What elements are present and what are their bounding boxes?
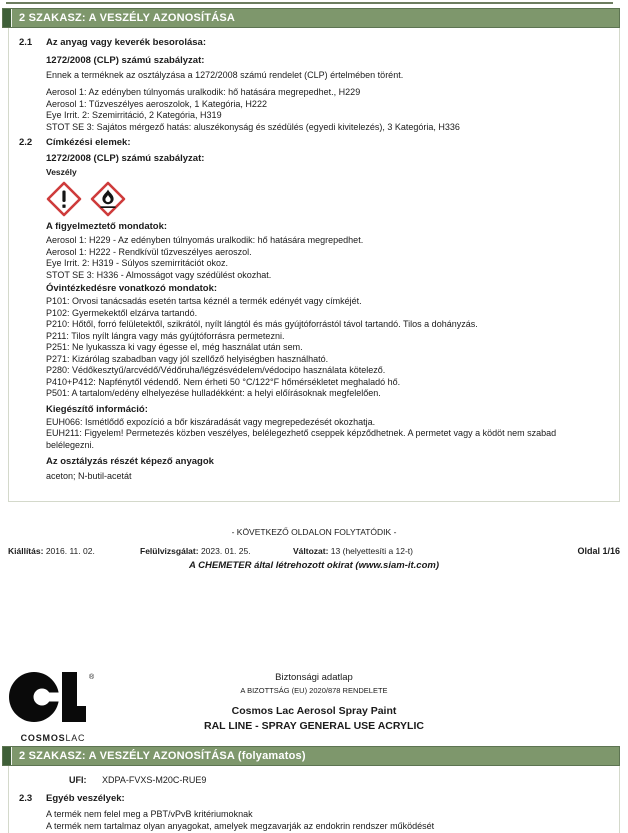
classified-substances-heading: Az osztályzás részét képező anyagok xyxy=(46,456,214,467)
version-value: 13 (helyettesíti a 12-t) xyxy=(330,546,414,556)
version-label: Változat: xyxy=(293,546,329,556)
h-statement: Aerosol 1: H222 - Rendkívül tűzveszélyes aeroszol. xyxy=(46,246,252,257)
clp-regulation-heading-2: 1272/2008 (CLP) számú szabályzat: xyxy=(46,153,205,164)
page-number: Oldal 1/16 xyxy=(577,546,620,556)
section-2-continued-title: 2 SZAKASZ: A VESZÉLY AZONOSÍTÁSA (folyamatos) xyxy=(19,750,306,762)
issue-date-value: 2016. 11. 02. xyxy=(45,546,95,556)
euh-statement: EUH211: Figyelem! Permetezés közben veszélyes, belélegezhető cseppek képződhetnek. A permetet vagy a ködöt nem szabad belélegezni. xyxy=(46,428,557,450)
page-top-divider xyxy=(6,2,613,4)
regulation-reference: A BIZOTTSÁG (EU) 2020/878 RENDELETE xyxy=(240,686,388,695)
review-date xyxy=(140,546,251,556)
p-statement: P102: Gyermekektől elzárva tartandó. xyxy=(46,307,198,318)
p-statement: P271: Kizárólag szabadban vagy jól szellőző helyiségben használható. xyxy=(46,353,329,364)
euh-statements-list xyxy=(46,417,591,452)
generator-credit: A CHEMETER által létrehozott okirat (www.siam-it.com) xyxy=(188,560,440,571)
section-2-continued-header-bar xyxy=(2,746,620,766)
p-statement: P280: Védőkesztyű/arcvédő/Védőruha/légzésvédelem/védocipo használata kötelező. xyxy=(46,365,386,375)
classification-item: STOT SE 3: Sajátos mérgező hatás: aluszékonyság és szédülés (egyedi kivitelezés), 3 Kategória, H336 xyxy=(46,121,460,132)
ghs-pictograms xyxy=(46,180,619,218)
issue-date-label: Kiállítás: xyxy=(8,546,44,556)
document-footer xyxy=(0,546,628,558)
subsection-2-1-title: Az anyag vagy keverék besorolása: xyxy=(46,37,207,48)
p-statement: P211: Tilos nyílt lángra vagy más gyújtóforrásra permetezni. xyxy=(46,330,285,341)
classification-item: Aerosol 1: Tűzveszélyes aeroszolok, 1 Kategória, H222 xyxy=(46,98,267,109)
p-statement: P410+P412: Napfénytől védendő. Nem érheti 50 °C/122°F hőmérsékletet meghaladó hő. xyxy=(46,376,401,387)
section-2-header-bar xyxy=(2,8,620,28)
document-type-title: Biztonsági adatlap xyxy=(275,672,353,683)
classification-list xyxy=(46,87,619,133)
subsection-2-1-row xyxy=(19,37,619,48)
version-info xyxy=(293,546,413,556)
other-hazard-item: A termék nem felel meg a PBT/vPvB kritériumoknak xyxy=(46,809,253,819)
cosmoslac-wordmark xyxy=(9,733,97,743)
h-statement: Eye Irrit. 2: H319 - Súlyos szemirritációt okoz. xyxy=(46,258,229,268)
euh-statement: EUH066: Ismétlődő expozíció a bőr kiszáradását vagy megrepedezését okozhatja. xyxy=(46,416,376,427)
brand-bold: COSMOS xyxy=(20,733,66,743)
exclamation-mark-icon xyxy=(46,181,82,217)
p-statements-list xyxy=(46,296,619,400)
classified-substances-value: aceton; N-butil-acetát xyxy=(46,471,132,481)
subsection-2-3-number: 2.3 xyxy=(19,793,33,804)
subsection-2-3-title: Egyéb veszélyek: xyxy=(46,793,125,804)
section-2-content-box xyxy=(8,28,620,502)
classification-intro: Ennek a terméknek az osztályzása a 1272/2008 számú rendelet (CLP) értelmében törént. xyxy=(46,70,404,80)
subsection-2-2-row xyxy=(19,137,619,148)
subsection-2-2-number: 2.2 xyxy=(19,137,33,148)
ufi-value: XDPA-FVXS-M20C-RUE9 xyxy=(102,775,207,785)
registered-mark: ® xyxy=(89,674,95,681)
subsection-2-2-title: Címkézési elemek: xyxy=(46,137,131,148)
h-statement: Aerosol 1: H229 - Az edényben túlnyomás uralkodik: hő hatására megrepedhet. xyxy=(46,235,364,245)
subsection-2-1-number: 2.1 xyxy=(19,37,33,48)
p-statement: P101: Orvosi tanácsadás esetén tartsa kéznél a termék edényét vagy címkéjét. xyxy=(46,296,362,306)
section-2-title: 2 SZAKASZ: A VESZÉLY AZONOSÍTÁSA xyxy=(19,12,236,24)
p-statement: P501: A tartalom/edény elhelyezése hulladékként: a helyi előírásoknak megfelelően. xyxy=(46,388,381,398)
precaution-statements-heading: Óvintézkedésre vonatkozó mondatok: xyxy=(46,283,218,294)
other-hazard-item: A termék nem tartalmaz olyan anyagokat, amelyek megzavarják az endokrin rendszer működését xyxy=(46,820,435,831)
classification-item: Eye Irrit. 2: Szemirritáció, 2 Kategória, H319 xyxy=(46,110,222,120)
warning-statements-heading: A figyelmeztető mondatok: xyxy=(46,221,168,232)
issue-date xyxy=(8,546,95,556)
p-statement: P251: Ne lyukassza ki vagy égesse el, még használat után sem. xyxy=(46,342,303,352)
clp-regulation-heading: 1272/2008 (CLP) számú szabályzat: xyxy=(46,55,205,66)
h-statements-list xyxy=(46,235,619,281)
review-date-label: Felülvizsgálat: xyxy=(140,546,199,556)
signal-word: Veszély xyxy=(46,167,77,177)
product-line: RAL LINE - SPRAY GENERAL USE ACRYLIC xyxy=(204,720,424,732)
section-2-continued-content-box xyxy=(8,766,620,833)
p-statement: P210: Hőtől, forró felületektől, szikrától, nyílt lángtól és más gyújtóforrástól távol tartandó. Tilos a dohányzás. xyxy=(46,319,478,329)
section-bar-accent xyxy=(3,9,12,27)
product-name: Cosmos Lac Aerosol Spray Paint xyxy=(231,705,397,717)
supplementary-info-heading: Kiegészítő információ: xyxy=(46,403,148,415)
ufi-row xyxy=(69,775,619,785)
flame-icon xyxy=(90,181,126,217)
review-date-value: 2023. 01. 25. xyxy=(200,546,251,556)
other-hazards-list xyxy=(46,809,619,832)
section-bar-accent xyxy=(3,747,12,765)
subsection-2-3-row xyxy=(19,793,619,804)
ufi-label: UFI: xyxy=(69,775,87,785)
brand-light: LAC xyxy=(65,733,86,743)
classification-item: Aerosol 1: Az edényben túlnyomás uralkodik: hő hatására megrepedhet., H229 xyxy=(46,87,361,97)
h-statement: STOT SE 3: H336 - Almosságot vagy szédülést okozhat. xyxy=(46,269,272,280)
continues-next-page-note: - KÖVETKEZŐ OLDALON FOLYTATÓDIK - xyxy=(231,527,397,537)
